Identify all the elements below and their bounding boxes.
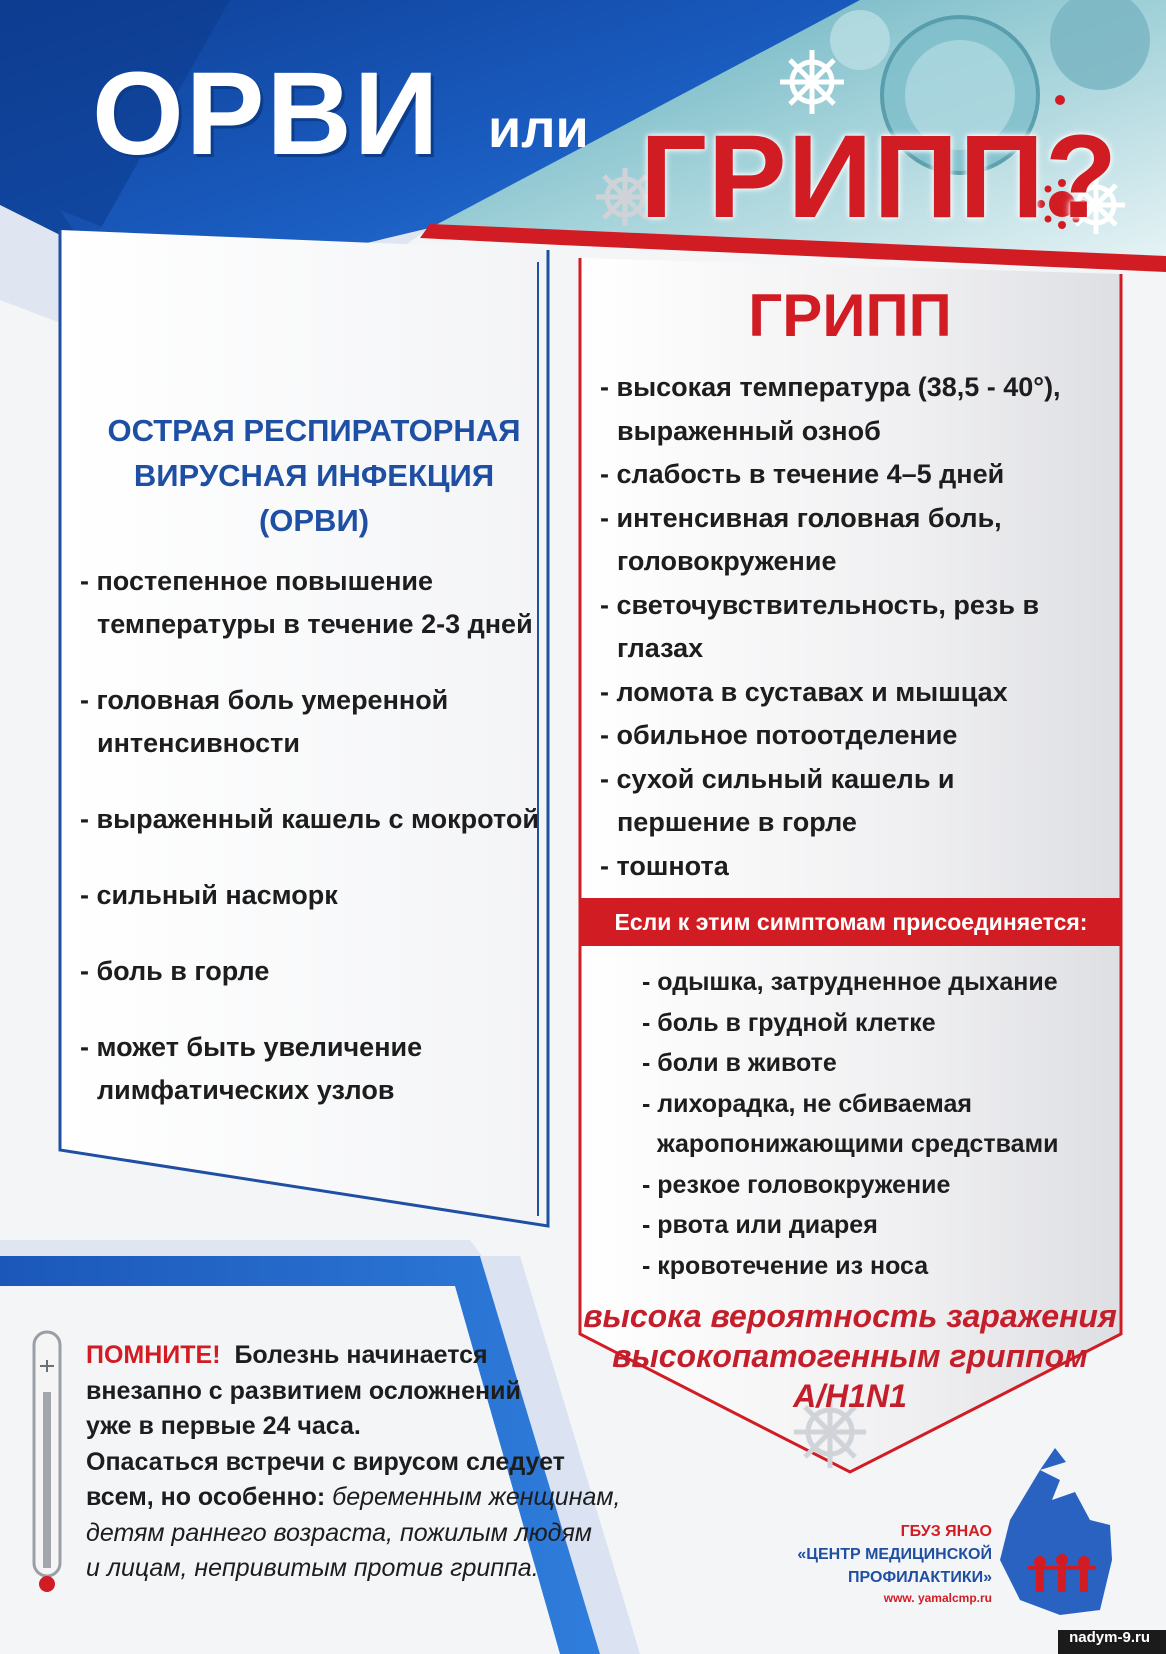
remember-label: ПОМНИТЕ! bbox=[86, 1341, 221, 1369]
gripp-symptom: - тошнота bbox=[600, 850, 729, 881]
risk-line: A/H1N1 bbox=[793, 1378, 907, 1414]
note-text: Опасаться встречи с вирусом следует bbox=[86, 1447, 565, 1476]
note-text: внезапно с развитием осложнений bbox=[86, 1376, 521, 1405]
gripp-symptom: - интенсивная головная боль, головокружение bbox=[600, 502, 1002, 576]
title-connector: или bbox=[488, 99, 589, 159]
orvi-symptom: - выраженный кашель с мокротой bbox=[80, 804, 539, 834]
orvi-symptom: - может быть увеличение лимфатических узлов bbox=[80, 1032, 423, 1105]
note-text: Болезнь начинается bbox=[234, 1341, 488, 1369]
risk-line: высока вероятность заражения bbox=[583, 1298, 1117, 1334]
gripp-symptom-list bbox=[600, 366, 1080, 888]
note-text: всем, но особенно: bbox=[86, 1483, 326, 1511]
orvi-symptom-list bbox=[80, 560, 550, 1145]
gripp-symptom: - слабость в течение 4–5 дней bbox=[600, 459, 1005, 489]
org-name-line: ПРОФИЛАКТИКИ» bbox=[848, 1569, 992, 1586]
orvi-heading-line: ОСТРАЯ РЕСПИРАТОРНАЯ bbox=[107, 413, 521, 448]
orvi-heading-line: (ОРВИ) bbox=[258, 503, 370, 538]
orvi-symptom: - постепенное повышение температуры в течение 2-3 дней bbox=[80, 566, 533, 639]
warning-item: - резкое головокружение bbox=[642, 1170, 951, 1199]
orvi-heading-line: ВИРУСНАЯ ИНФЕКЦИЯ bbox=[133, 458, 495, 493]
orvi-symptom: - головная боль умеренной интенсивности bbox=[80, 685, 449, 758]
note-text: беременным женщинам, bbox=[332, 1483, 621, 1511]
warning-item: - боли в животе bbox=[642, 1049, 837, 1077]
gripp-symptom: - ломота в суставах и мышцах bbox=[600, 676, 1008, 707]
warning-list bbox=[642, 962, 1082, 1286]
warning-item: - лихорадка, не сбиваемая жаропонижающими средствами bbox=[642, 1089, 1059, 1158]
reminder-note bbox=[86, 1338, 621, 1587]
site-credit: nadym-9.ru bbox=[1069, 1629, 1150, 1646]
risk-line: высокопатогенным гриппом bbox=[612, 1338, 1088, 1374]
org-website: www. yamalcmp.ru bbox=[883, 1591, 992, 1605]
gripp-symptom: - светочувствительность, резь в глазах bbox=[600, 589, 1040, 663]
warning-item: - кровотечение из носа bbox=[642, 1251, 929, 1280]
orvi-heading bbox=[64, 408, 564, 543]
gripp-symptom: - высокая температура (38,5 - 40°), выраженный озноб bbox=[600, 372, 1061, 446]
note-text: детям раннего возраста, пожилым людям bbox=[86, 1518, 592, 1547]
gripp-heading: ГРИПП bbox=[748, 282, 952, 349]
warning-item: - боль в грудной клетке bbox=[642, 1008, 936, 1037]
orvi-symptom: - сильный насморк bbox=[80, 880, 338, 910]
warning-item: - рвота или диарея bbox=[642, 1211, 878, 1239]
note-text: и лицам, непривитым против гриппа. bbox=[86, 1554, 539, 1582]
warning-item: - одышка, затрудненное дыхание bbox=[642, 968, 1058, 996]
thermometer-icon bbox=[34, 1332, 60, 1592]
org-name-line: «ЦЕНТР МЕДИЦИНСКОЙ bbox=[797, 1546, 992, 1563]
title-gripp: ГРИПП? bbox=[640, 111, 1119, 243]
org-name-line: ГБУЗ ЯНАО bbox=[900, 1523, 992, 1540]
gripp-symptom: - сухой сильный кашель и першение в горле bbox=[600, 763, 955, 837]
warning-title: Если к этим симптомам присоединяется: bbox=[581, 898, 1121, 946]
title-orvi: ОРВИ bbox=[92, 48, 441, 180]
orvi-symptom: - боль в горле bbox=[80, 956, 270, 986]
gripp-symptom: - обильное потоотделение bbox=[600, 720, 958, 750]
note-text: уже в первые 24 часа. bbox=[86, 1412, 361, 1440]
organization-block bbox=[770, 1520, 992, 1607]
risk-statement bbox=[580, 1296, 1120, 1416]
